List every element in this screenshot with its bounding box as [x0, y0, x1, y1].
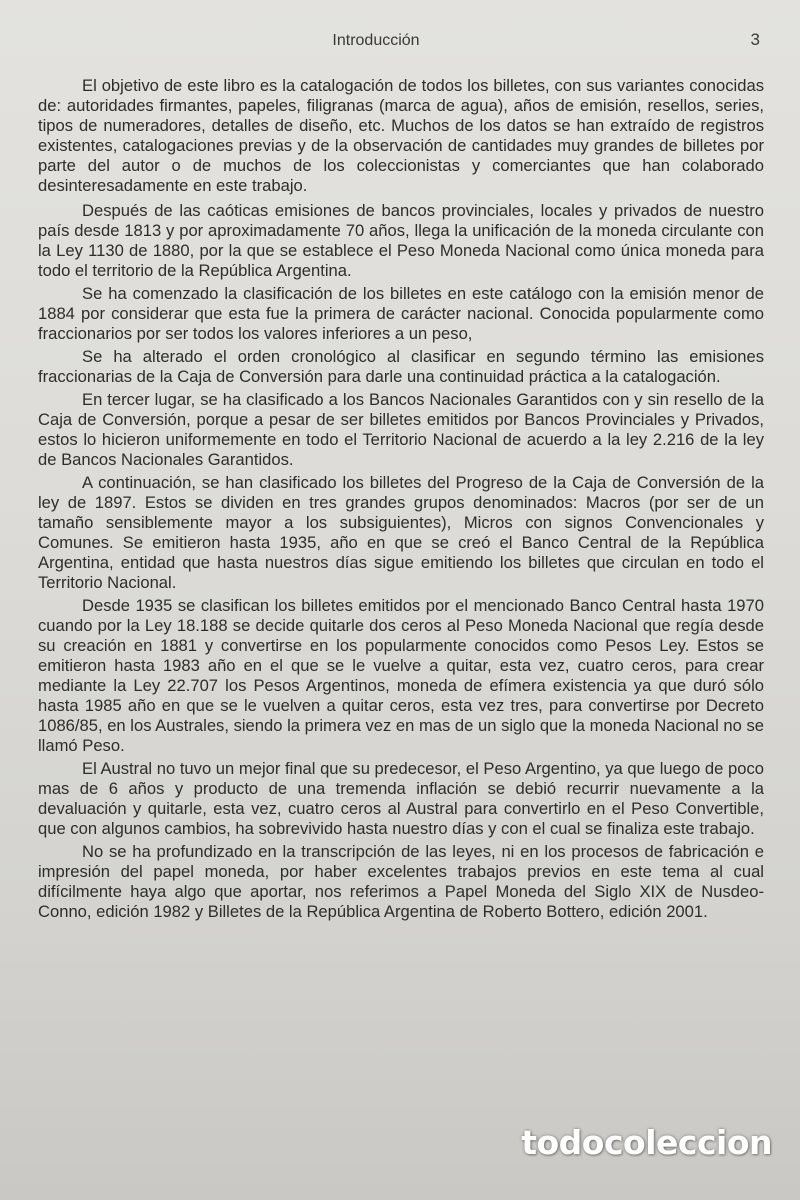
paragraph-banks: En tercer lugar, se ha clasificado a los Bancos Nacionales Garantidos con y sin resello de la Caja de Conversión, porque a pesar de ser billetes emitidos por Bancos Provinciales y Privados, estos lo hicieron uniformemente en todo el Territorio Nacional de acuerdo a la ley 2.216 de la ley de Bancos Nacionales Garantidos.	[38, 390, 764, 469]
paragraph-austral: El Austral no tuvo un mejor final que su predecesor, el Peso Argentino, ya que luego de poco mas de 6 años y producto de una tremenda inflación se debió recurrir nuevamente a la devaluación y quitarle, esta vez, cuatro ceros al Austral para convertirlo en el Peso Convertible, que con algunos cambios, ha sobrevivido hasta nuestro días y con el cual se finaliza este trabajo.	[38, 759, 764, 838]
paragraph-order: Se ha alterado el orden cronológico al clasificar en segundo término las emisiones fraccionarias de la Caja de Conversión para darle una continuidad práctica a la catalogación.	[38, 347, 764, 386]
paragraph-progress: A continuación, se han clasificado los billetes del Progreso de la Caja de Conversión de la ley de 1897. Estos se dividen en tres grandes grupos denominados: Macros (por ser de un tamaño sensiblemente mayor a los subsiguientes), Micros con signos Convencionales y Comunes. Se emitieron hasta 1935, año en que se creó el Banco Central de la República Argentina, entidad que hasta nuestros días sigue emitiendo los billetes que circulan en todo el Territorio Nacional.	[38, 473, 764, 592]
body-text	[38, 76, 764, 925]
paragraph-history: Después de las caóticas emisiones de bancos provinciales, locales y privados de nuestro país desde 1813 y por aproximadamente 70 años, llega la unificación de la moneda circulante con la Ley 1130 de 1880, por la que se establece el Peso Moneda Nacional como única moneda para todo el territorio de la República Argentina.	[38, 201, 764, 280]
page-header	[0, 28, 800, 58]
paragraph-references: No se ha profundizado en la transcripción de las leyes, ni en los procesos de fabricación e impresión del papel moneda, por haber excelentes trabajos previos en este tema al cual difícilmente haya algo que aportar, nos referimos a Papel Moneda del Siglo XIX de Nusdeo-Conno, edición 1982 y Billetes de la República Argentina de Roberto Bottero, edición 2001.	[38, 842, 764, 921]
page-number: 3	[750, 30, 760, 49]
paragraph-fractional: Se ha comenzado la clasificación de los billetes en este catálogo con la emisión menor de 1884 por considerar que esta fue la primera de carácter nacional. Conocida popularmente como fraccionarios por ser todos los valores inferiores a un peso,	[38, 284, 764, 343]
watermark-logo: todocoleccion	[521, 1123, 772, 1162]
paragraph-central-bank: Desde 1935 se clasifican los billetes emitidos por el mencionado Banco Central hasta 1970 cuando por la Ley 18.188 se decide quitarle dos ceros al Peso Moneda Nacional que regía desde su creación en 1881 y convertirse en los popularmente conocidos como Pesos Ley. Estos se emitieron hasta 1983 año en el que se le vuelve a quitar, esta vez, cuatro ceros, para crear mediante la Ley 22.707 los Pesos Argentinos, moneda de efímera existencia ya que duró sólo hasta 1985 año en que se le vuelven a quitar ceros, esta vez tres, para convertirse por Decreto 1086/85, en los Australes, siendo la primera vez en mas de un siglo que la moneda Nacional no se llamó Peso.	[38, 596, 764, 755]
chapter-title: Introducción	[332, 32, 420, 49]
paragraph-objective: El objetivo de este libro es la catalogación de todos los billetes, con sus variantes conocidas de: autoridades firmantes, papeles, filigranas (marca de agua), años de emisión, resellos, series, tipos de numeradores, detalles de diseño, etc. Muchos de los datos se han extraído de registros existentes, catalogaciones previas y de la observación de cantidades muy grandes de billetes por parte del autor o de muchos de los coleccionistas y comerciantes que han colaborado desinteresadamente en este trabajo.	[38, 76, 764, 195]
